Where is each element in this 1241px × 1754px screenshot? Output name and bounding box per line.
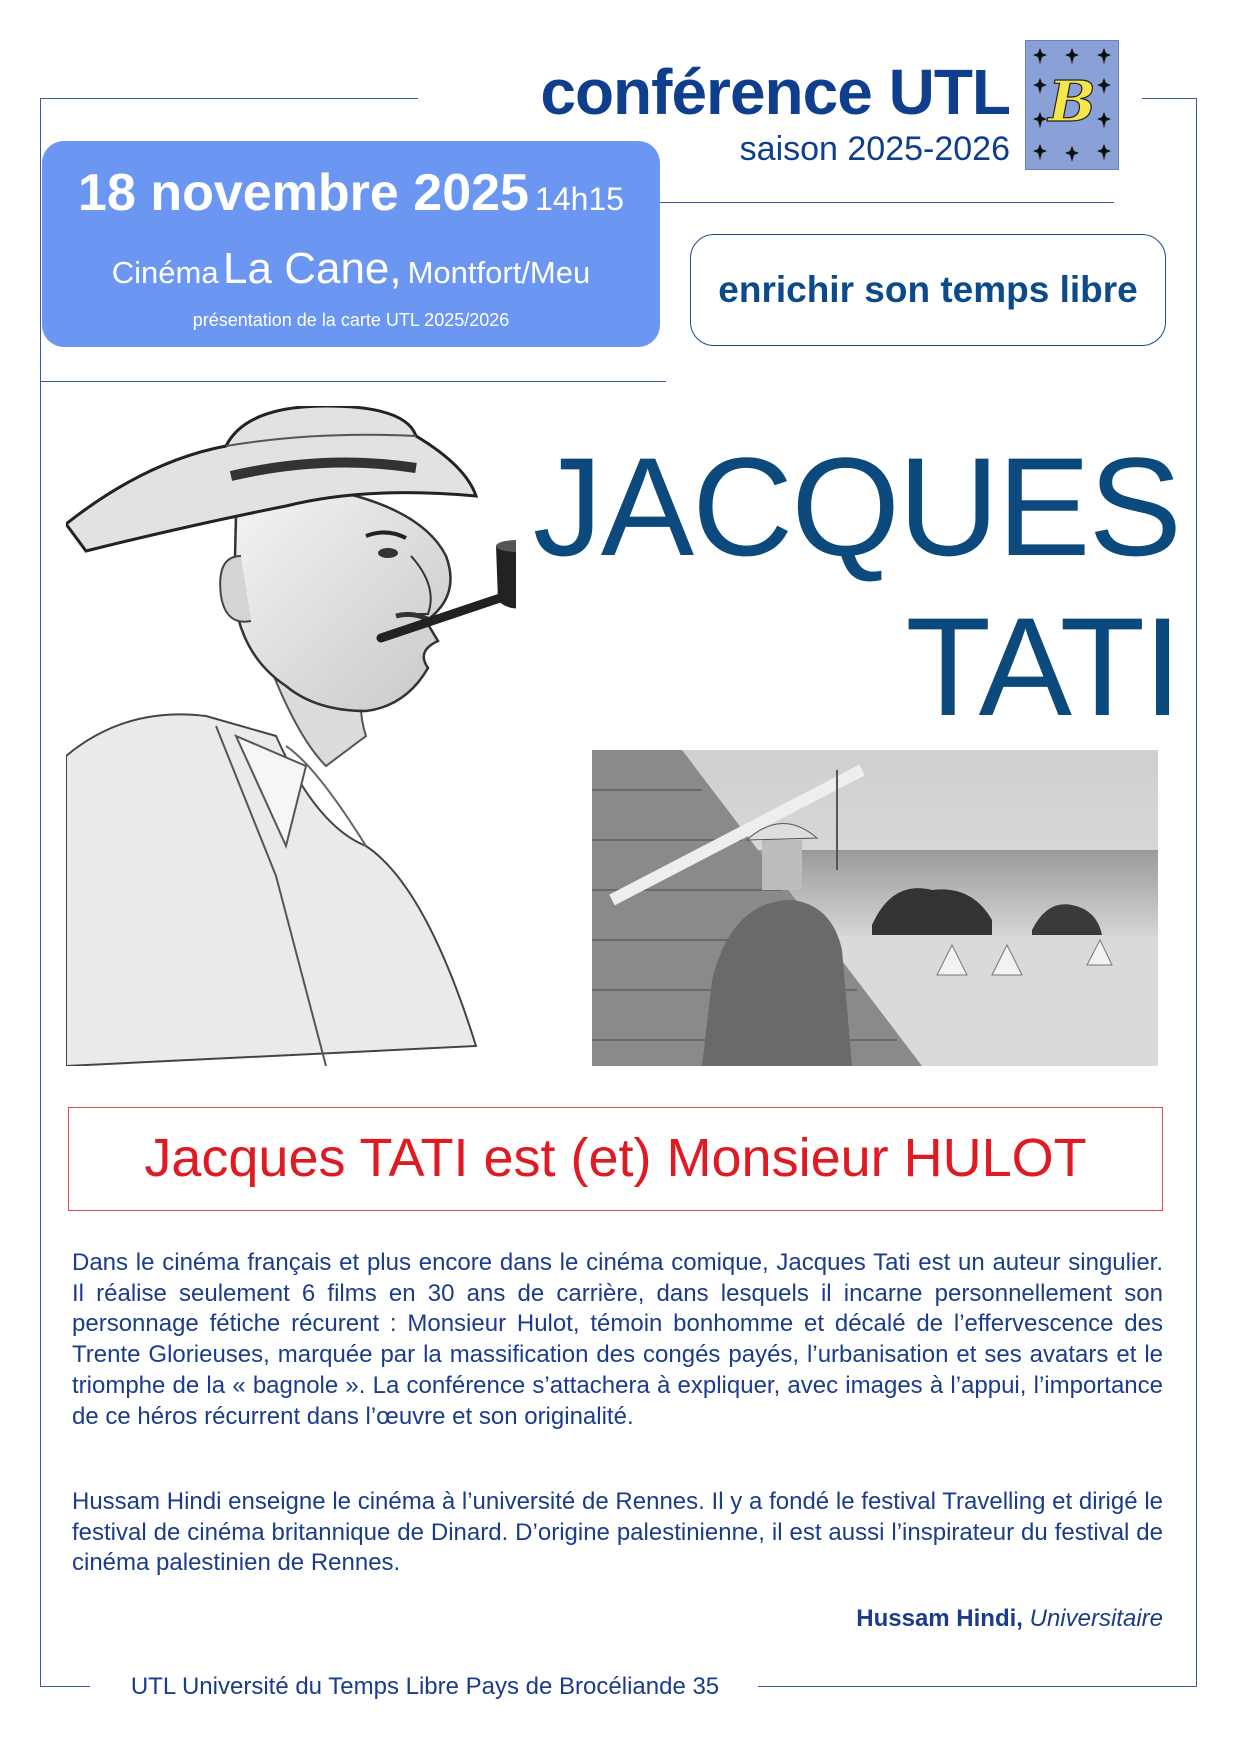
title-last-name: TATI <box>905 588 1180 745</box>
event-date: 18 novembre 2025 <box>78 164 529 222</box>
ermine-pattern-icon <box>1026 41 1118 169</box>
venue-prefix: Cinéma <box>111 255 219 290</box>
description-paragraph: Dans le cinéma français et plus encore dans le cinéma comique, Jacques Tati est un auteur singulier. Il réalise seulement 6 films en 30 ans de carrière, dans lesquels il incarne personnellement son personnage fétiche récurent : Monsieur Hulot, témoin bonhomme et décalé de l’effervescence des Trente Glorieuses, marquée par la massification des congés payés, l’urbanisation et ses avatars et le triomphe de la « bagnole ». La conférence s’attachera à expliquer, avec images à l’appui, l’importance de ce héros récurrent dans l’œuvre et son originalité. <box>72 1249 1163 1430</box>
frame-line-bottom-right <box>758 1686 1197 1687</box>
frame-line-top-right <box>1142 98 1197 99</box>
venue-line <box>42 237 660 311</box>
event-date-box <box>42 141 660 347</box>
frame-line-top-left <box>40 98 418 99</box>
header-season: saison 2025-2026 <box>739 130 1010 168</box>
separator-left <box>40 381 666 382</box>
brittany-logo <box>1025 40 1119 170</box>
hulot-beach-photo <box>592 750 1158 1066</box>
speaker-role: Universitaire <box>1029 1605 1163 1632</box>
date-line <box>42 163 660 236</box>
speaker-bio-paragraph: Hussam Hindi enseigne le cinéma à l’université de Rennes. Il y a fondé le festival Travelling et dirigé le festival de cinéma britannique de Dinard. D’origine palestinienne, il est aussi l’inspirateur du festival de cinéma palestinien de Rennes. <box>72 1488 1163 1577</box>
event-time: 14h15 <box>534 181 624 217</box>
venue-name: La Cane, <box>223 244 402 293</box>
frame-line-bottom-left <box>40 1686 90 1687</box>
header-title: conférence UTL <box>540 56 1010 128</box>
presentation-note: présentation de la carte UTL 2025/2026 <box>192 310 510 330</box>
tagline: enrichir son temps libre <box>690 234 1166 346</box>
frame-line-left <box>40 98 41 1686</box>
footer-organization: UTL Université du Temps Libre Pays de Brocéliande 35 <box>130 1673 720 1700</box>
speaker-signature <box>600 1604 1163 1634</box>
logo-letter: B <box>1048 69 1096 135</box>
speaker-name: Hussam Hindi, <box>856 1605 1023 1632</box>
frame-line-right <box>1196 98 1197 1686</box>
subtitle-heading: Jacques TATI est (et) Monsieur HULOT <box>68 1107 1163 1211</box>
title-first-name: JACQUES <box>532 428 1180 585</box>
venue-city: Montfort/Meu <box>407 255 591 290</box>
tati-portrait-illustration <box>66 406 516 1066</box>
separator-right <box>660 202 1114 203</box>
